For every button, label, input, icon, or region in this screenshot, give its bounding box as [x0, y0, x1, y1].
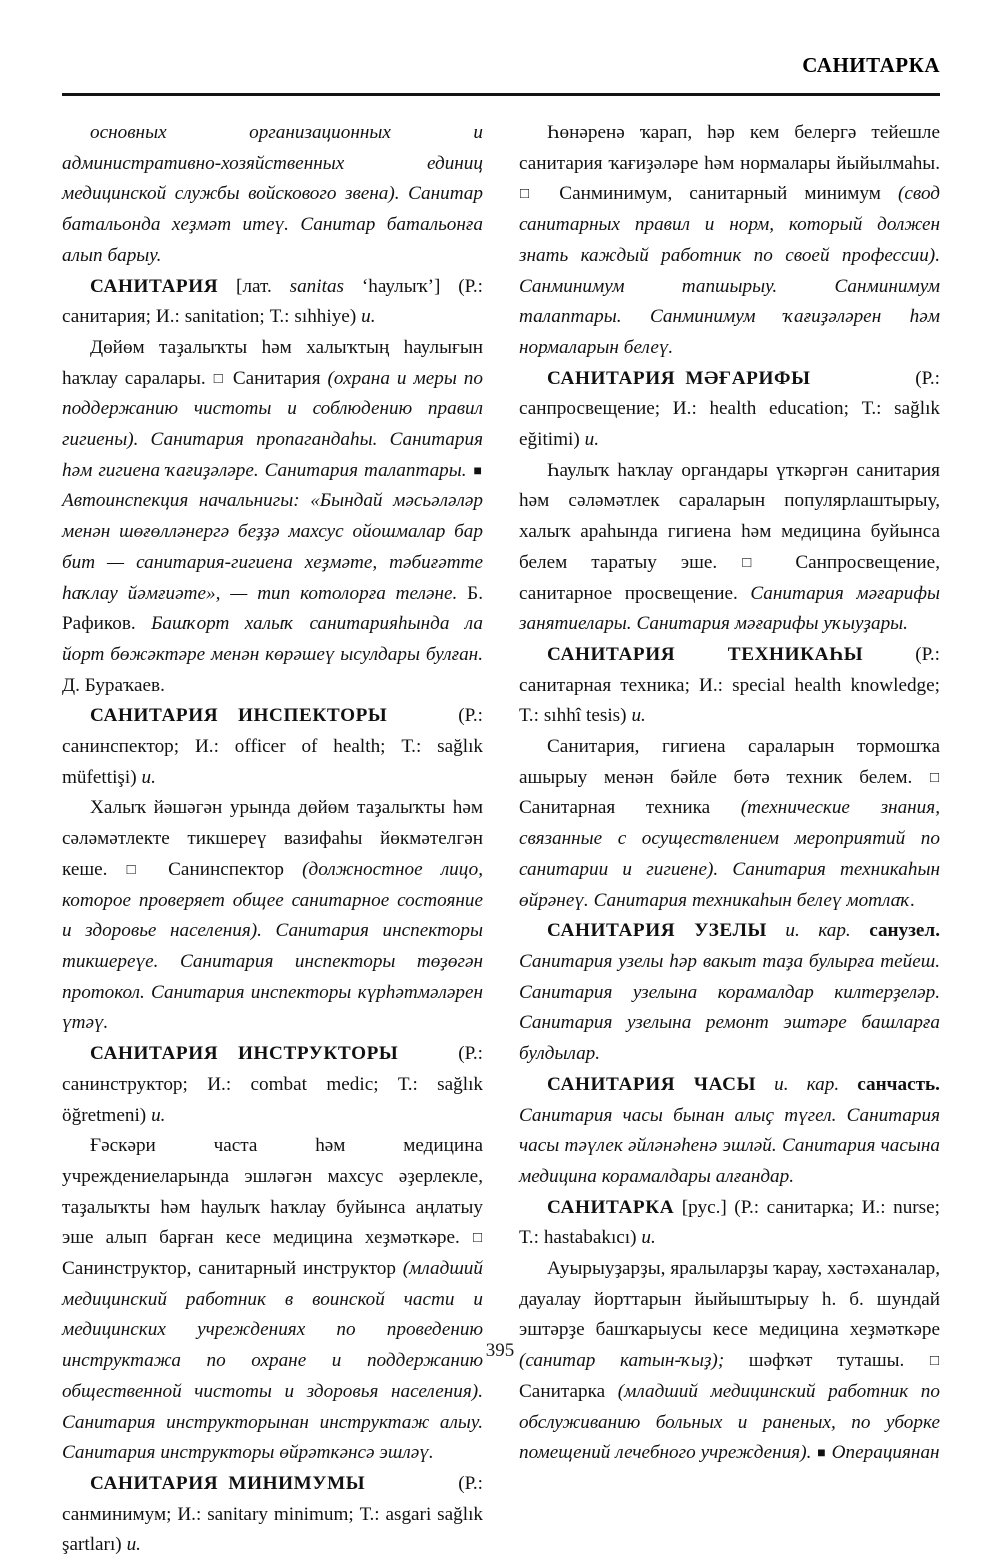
- roman-text: Дөйөм таҙалыҡты һәм халыҡтың һаулығын һаҡлау саралары.: [62, 336, 483, 389]
- italic-gloss: Санитария мәғарифы занятиелары. Санитария мәғарифы уҡыуҙары.: [519, 582, 940, 635]
- roman-text: [рус.] (Р.: санитарка; И.: nurse; Т.: hastabakıcı): [519, 1196, 940, 1249]
- dictionary-entry: [519, 1193, 940, 1254]
- dictionary-entry: [519, 1070, 940, 1193]
- italic-gloss: Санитария узелы һәр вакыт таҙа булырға тейеш. Санитария узелына корамалдар килтерҙеләр. Санитария узелына ремонт эштәре башларға булдылар.: [519, 950, 940, 1065]
- roman-text: Санминимум, санитарный минимум: [542, 183, 898, 205]
- roman-text: Һаулыҡ һаҡлау органдары үткәргән санитария һәм сәләмәтлек сараларын популярлаштырыу, халыҡ араһында гигиена һәм медицина буйынса белем таратыу эше.: [519, 459, 940, 573]
- entry-paragraph: [62, 793, 483, 1039]
- header-rule: [62, 93, 940, 96]
- entry-paragraph: [519, 118, 940, 364]
- italic-gloss: (младший медицинский работник по обслуживанию больных и раненых, по уборке помещений лечебного учреждения).: [519, 1380, 940, 1464]
- entry-headword: САНИТАРИЯ МӘҒАРИФЫ: [547, 367, 811, 389]
- roman-text: Халыҡ йәшәгән урында дөйөм таҙалыҡты һәм сәләмәтлекте тикшереү вазифаһы йөкмәтелгән кеше.: [62, 797, 483, 880]
- entry-paragraph: [519, 732, 940, 916]
- italic-gloss: и.: [631, 705, 646, 727]
- roman-text: [839, 1074, 857, 1095]
- italic-gloss: Башҡорт халыҡ санитарияһында ла йорт бөжәктәре менән көрәшеү ысулдары булған.: [62, 613, 483, 665]
- dictionary-entry: [62, 1469, 483, 1561]
- italic-gloss: и.: [641, 1227, 656, 1249]
- roman-text: Санитария, гигиена сараларын тормошҡа ашырыу менән бәйле бөтә техник белем.: [519, 736, 940, 788]
- roman-text: Санинструктор, санитарный инструктор: [62, 1258, 403, 1280]
- entry-headword: САНИТАРИЯ: [90, 275, 219, 297]
- entry-paragraph: [62, 1131, 483, 1469]
- italic-gloss: (должностное лицо, которое проверяет общее санитарное состояние и здоровье населения). Санитария инспекторы тикшереүе. Санитария инспекторы төҙөгән протокол. Санитария инспекторы күрһәтмәләрен үтәү.: [62, 858, 483, 1034]
- open-square-marker-icon: □: [742, 554, 771, 571]
- entry-paragraph: [519, 456, 940, 640]
- entry-headword: САНИТАРИЯ МИНИМУМЫ: [90, 1472, 366, 1494]
- roman-text: (Р.: санминимум; И.: sanitary minimum; Т.: asgari sağlık şartları): [62, 1472, 483, 1556]
- roman-text: Ауырыуҙарҙы, яралыларҙы ҡарау, хәстәханалар, дауалау йорттарын йыйыштырыу һ. б. шундай эштәрҙе башҡарыусы кесе медицина хеҙмәткәре: [519, 1258, 940, 1341]
- italic-gloss: (младший медицинский работник в воинской части и медицинских учреждениях по проведению инструктажа по охране и поддержанию общественной чистоты и здоровья населения). Санитария инструкторынан инструктаж алыу. Санитария инструкторы өйрәткәнсә эшләү.: [62, 1258, 483, 1464]
- dictionary-entry: [519, 640, 940, 732]
- roman-text: [лат.: [218, 275, 290, 297]
- filled-square-marker-icon: ■: [473, 463, 482, 479]
- roman-text: Б. Рафиков.: [62, 582, 483, 635]
- roman-text: (Р.: санинспектор; И.: officer of health; Т.: sağlık müfettişi): [62, 705, 483, 788]
- roman-text: Санитария: [225, 367, 328, 389]
- dictionary-entry: [519, 364, 940, 456]
- open-square-marker-icon: □: [472, 1230, 482, 1247]
- left-column: [62, 118, 483, 1556]
- bold-reference: санузел.: [869, 920, 940, 942]
- entry-headword: САНИТАРИЯ ИНСПЕКТОРЫ: [90, 705, 388, 727]
- entry-headword: САНИТАРКА: [547, 1196, 675, 1218]
- italic-gloss: и. кар.: [774, 1073, 840, 1095]
- italic-gloss: и.: [361, 306, 376, 328]
- italic-gloss: Автоинспекция начальнигы: «Бындай мәсьәләләр менән шөғөлләнергә беҙҙә махсус ойошмалар бар бит — санитария-гигиена хеҙмәте, тәбиғәтте һаҡлау йәмғиәте», — тип котолорға теләне.: [62, 490, 483, 604]
- entry-paragraph: [62, 333, 483, 701]
- roman-text: Ғәскәри часта һәм медицина учреждениеларында эшләгән махсус әҙерлекле, таҙалыҡты һәм һаулыҡ һаҡлау буйынса аңлатыу эше алып барған кесе медицина хеҙмәткәре.: [62, 1135, 483, 1249]
- italic-gloss: и.: [141, 766, 156, 788]
- italic-gloss: (технические знания, связанные с осуществлением мероприятий по санитарии и гигиене). Санитария техникаһын өйрәнеү. Санитария техникаһын белеү мотлаҡ.: [519, 797, 940, 911]
- italic-gloss: и.: [584, 429, 600, 451]
- italic-gloss: (санитар катын-ҡыҙ);: [519, 1350, 725, 1372]
- roman-text: [756, 1074, 774, 1095]
- entry-headword: САНИТАРИЯ ТЕХНИКАҺЫ: [547, 643, 864, 665]
- dictionary-entry: [519, 916, 940, 1070]
- entry-paragraph: [62, 118, 483, 272]
- open-square-marker-icon: □: [520, 186, 542, 203]
- bold-reference: санчасть.: [857, 1073, 940, 1095]
- italic-gloss: основных организационных и административно-хозяйственных единиц медицинской службы войскового звена). Санитар батальонда хеҙмәт итеү. Санитар батальонға алып барыу.: [62, 122, 483, 266]
- roman-text: Санпросвещение, санитарное просвещение.: [519, 551, 940, 604]
- roman-text: [467, 460, 473, 481]
- roman-text: Санитарка: [519, 1380, 618, 1402]
- roman-text: ‘һаулыҡ’] (Р.: санитария; И.: sanitation; Т.: sıhhiye): [62, 275, 483, 328]
- dictionary-entry: [62, 701, 483, 793]
- roman-text: [851, 920, 869, 941]
- roman-text: (Р.: санитарная техника; И.: special health knowledge; Т.: sıhhî tesis): [519, 643, 940, 727]
- dictionary-entry: [62, 1039, 483, 1131]
- entry-headword: САНИТАРИЯ ИНСТРУКТОРЫ: [90, 1043, 399, 1065]
- page-number: 395: [485, 1340, 515, 1361]
- italic-gloss: (охрана и меры по поддержанию чистоты и соблюдению правил гигиены). Санитария пропагандаһы. Санитария һәм гигиена ҡағиҙәләре. Санитария талаптары.: [62, 367, 483, 481]
- dictionary-entry: [62, 272, 483, 333]
- open-square-marker-icon: □: [929, 1353, 939, 1370]
- italic-gloss: Санитария часы бынан алыҫ түгел. Санитария часы тәүлек әйләнәһенә эшләй. Санитария часына медицина корамалдары алғандар.: [519, 1104, 940, 1187]
- roman-text: Санитарная техника: [519, 797, 741, 819]
- roman-text: (Р.: санинструктор; И.: combat medic; Т.: sağlık öğretmeni): [62, 1043, 483, 1126]
- roman-text: Санинспектор: [149, 858, 303, 880]
- italic-gloss: и.: [126, 1534, 141, 1556]
- roman-text: Һөнәренә ҡарап, һәр кем белергә тейешле санитария ҡағиҙәләре һәм нормалары йыйылмаһы.: [519, 122, 940, 174]
- italic-gloss: и. кар.: [785, 920, 851, 942]
- right-column: [519, 118, 941, 1464]
- entry-headword: САНИТАРИЯ ЧАСЫ: [547, 1073, 757, 1095]
- roman-text: Д. Бураҡаев.: [62, 674, 165, 696]
- italic-gloss: и.: [151, 1104, 166, 1126]
- roman-text: [767, 920, 785, 941]
- open-square-marker-icon: □: [929, 769, 939, 786]
- italic-gloss: sanitas: [289, 275, 345, 297]
- italic-gloss: Операциянан: [826, 1442, 940, 1464]
- italic-gloss: (свод санитарных правил и норм, который должен знать каждый работник по своей профессии). Санминимум тапшырыу. Санминимум талаптары. Санминимум ҡағиҙәләрен һәм нормаларын белеү.: [519, 183, 941, 358]
- roman-text: шәфҡәт туташы.: [724, 1350, 929, 1372]
- roman-text: (Р.: санпросвещение; И.: health education; Т.: sağlık eğitimi): [519, 367, 940, 451]
- open-square-marker-icon: □: [213, 370, 225, 387]
- open-square-marker-icon: □: [126, 861, 149, 878]
- entry-headword: САНИТАРИЯ УЗЕЛЫ: [547, 920, 767, 942]
- filled-square-marker-icon: ■: [817, 1446, 826, 1462]
- running-head: [62, 55, 940, 77]
- running-head-text: САНИТАРКА: [802, 53, 940, 77]
